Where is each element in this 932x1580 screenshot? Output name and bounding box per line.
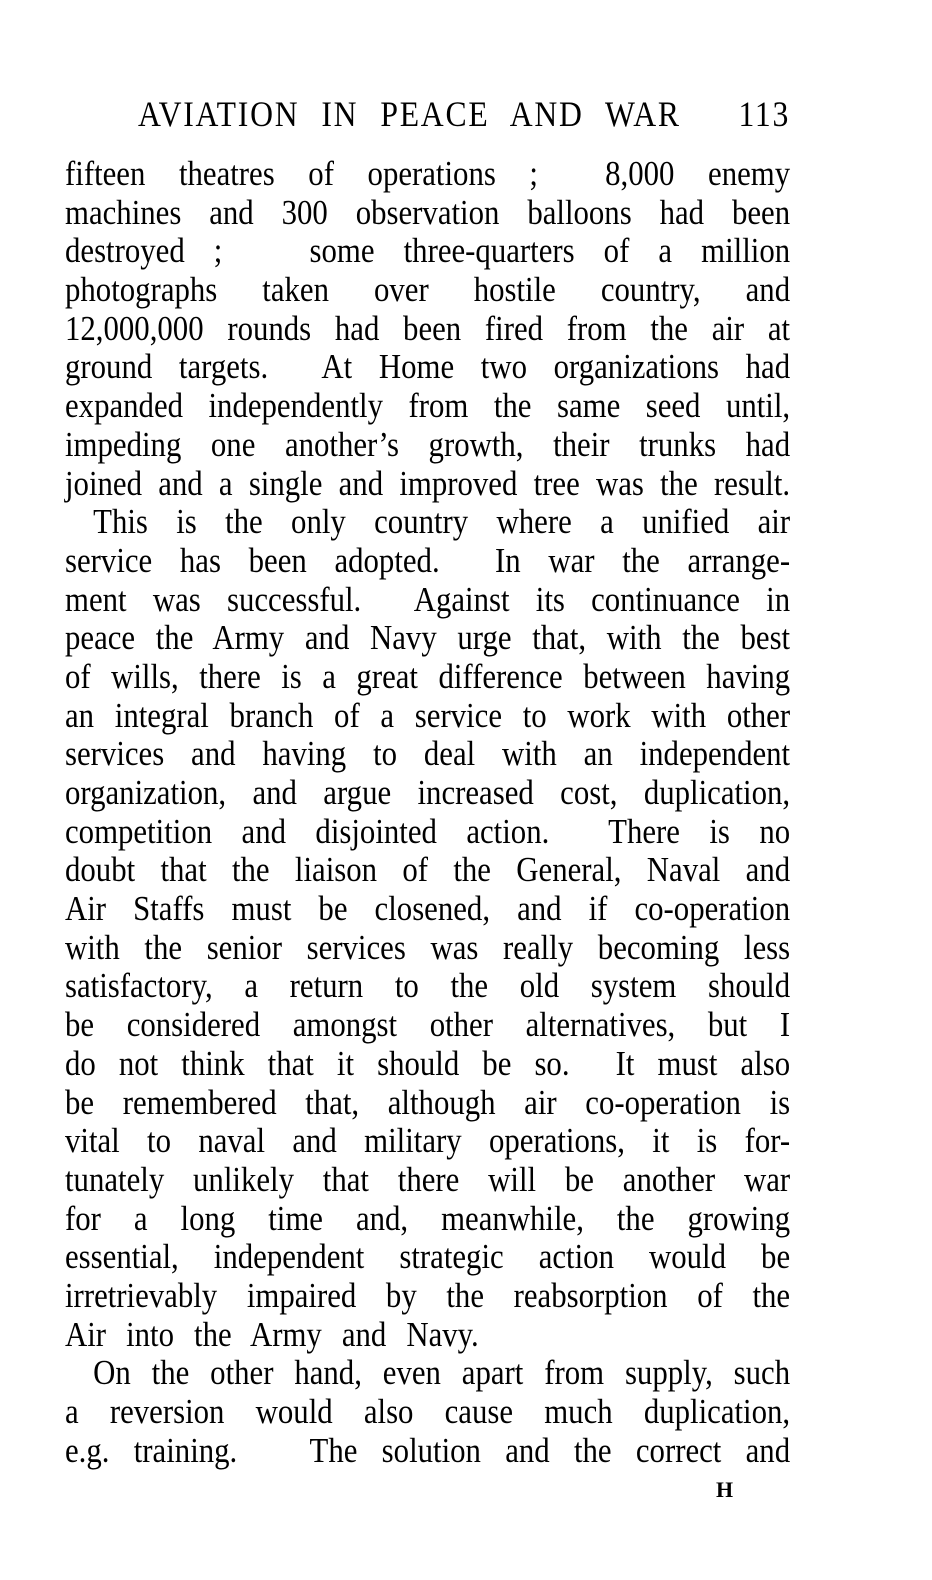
text-line: irretrievably impaired by the reabsorption of the [65, 1275, 791, 1315]
text-line: service has been adopted. In war the arrange- [65, 540, 791, 580]
text-line: do not think that it should be so. It must also [65, 1043, 791, 1083]
signature-mark: H [716, 1477, 735, 1502]
text-line: photographs taken over hostile country, and [65, 270, 791, 310]
text-line: expanded independently from the same seed until, [65, 386, 791, 426]
text-line: an integral branch of a service to work with other [65, 695, 791, 735]
text-line: 12,000,000 rounds had been fired from the air at [65, 308, 791, 348]
text-line: be remembered that, although air co-operation is [65, 1082, 791, 1122]
text-line: with the senior services was really becoming less [65, 927, 791, 967]
text-line: joined and a single and improved tree was the result. [65, 463, 791, 503]
text-line: services and having to deal with an independent [65, 734, 791, 774]
text-line: On the other hand, even apart from supply, such [93, 1353, 791, 1393]
text-line: of wills, there is a great difference between having [65, 656, 791, 696]
text-line: ment was successful. Against its continuance in [65, 579, 791, 619]
book-page [65, 0, 889, 1502]
text-line: destroyed ; some three-quarters of a million [65, 231, 791, 271]
text-line: peace the Army and Navy urge that, with the best [65, 618, 791, 658]
text-line: Air Staffs must be closened, and if co-operation [65, 889, 791, 929]
page-number: 113 [738, 94, 791, 134]
text-line: This is the only country where a unified air [93, 502, 791, 542]
text-block [65, 155, 790, 1470]
text-line: organization, and argue increased cost, duplication, [65, 773, 791, 812]
text-line: satisfactory, a return to the old system should [65, 966, 791, 1006]
text-line: ground targets. At Home two organizations had [65, 347, 791, 387]
text-line: tunately unlikely that there will be another war [65, 1159, 791, 1199]
text-line: doubt that the liaison of the General, Naval and [65, 850, 791, 890]
text-line: for a long time and, meanwhile, the growing [65, 1198, 791, 1238]
text-line: competition and disjointed action. There is no [65, 811, 791, 851]
text-line: be considered amongst other alternatives, but I [65, 1005, 791, 1045]
text-line: Air into the Army and Navy. [65, 1314, 479, 1354]
text-line: machines and 300 observation balloons had been [65, 192, 791, 232]
text-line: e.g. training. The solution and the correct and [65, 1430, 791, 1470]
text-line: a reversion would also cause much duplication, [65, 1392, 791, 1431]
header-title: AVIATION IN PEACE AND WAR [138, 94, 681, 134]
running-header [65, 94, 790, 134]
text-line: impeding one another’s growth, their trunks had [65, 424, 791, 464]
text-line: vital to naval and military operations, it is for- [65, 1121, 791, 1161]
text-line: fifteen theatres of operations ; 8,000 enemy [65, 154, 791, 193]
text-line: essential, independent strategic action would be [65, 1237, 791, 1277]
